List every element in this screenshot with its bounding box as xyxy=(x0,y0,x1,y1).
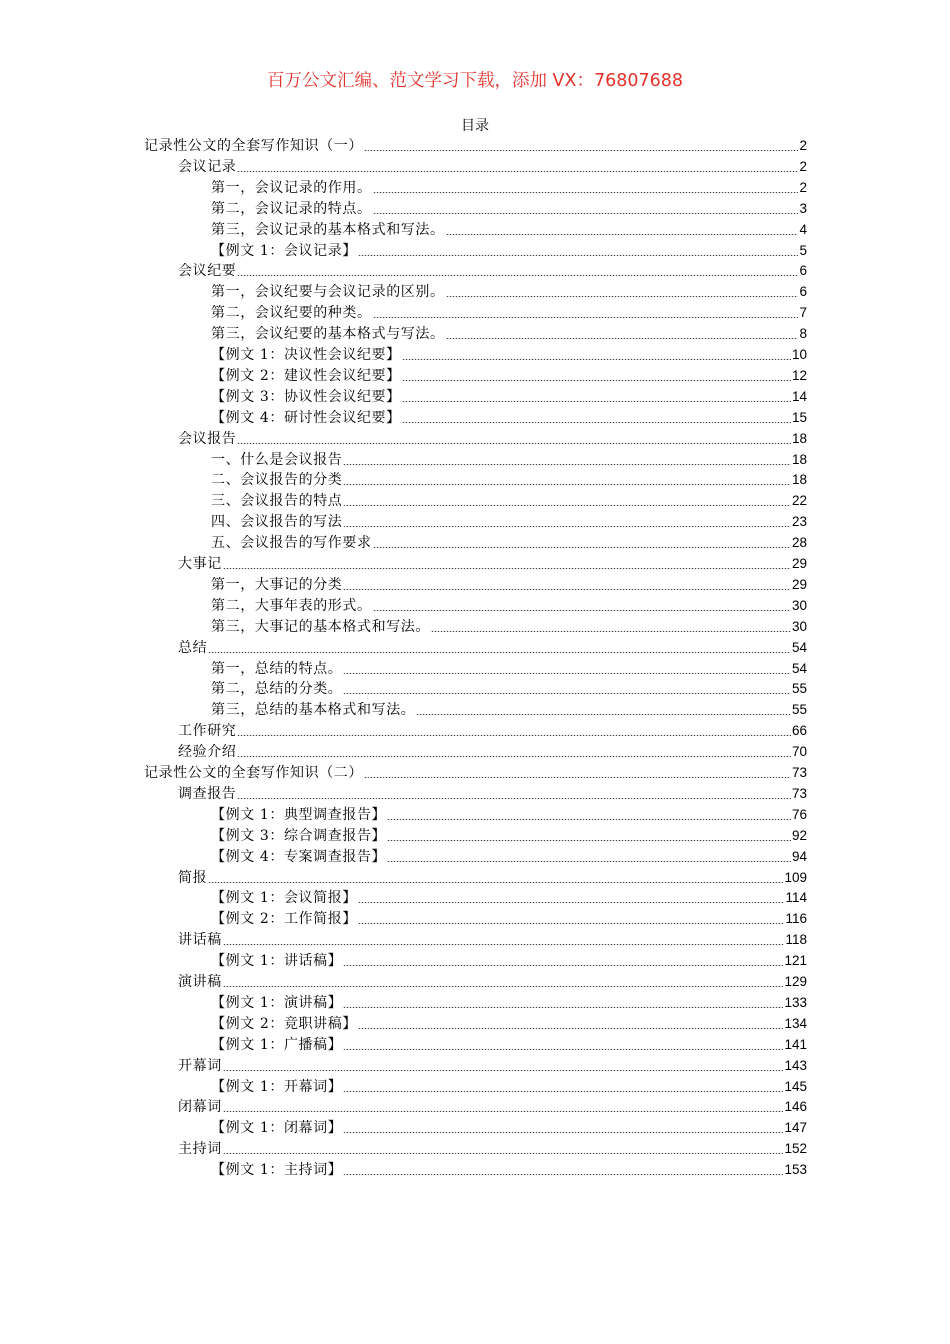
dot-leader xyxy=(343,464,791,465)
dot-leader xyxy=(373,610,791,611)
toc-entry-label: 简报 xyxy=(178,869,208,886)
toc-entry-label: 第二，大事年表的形式。 xyxy=(211,597,372,614)
toc-entry-label: 第二，会议纪要的种类。 xyxy=(211,305,372,322)
toc-entry[interactable] xyxy=(178,428,807,449)
toc-entry-page-number: 73 xyxy=(791,765,807,780)
toc-entry[interactable] xyxy=(178,260,807,281)
toc-entry-label: 开幕词 xyxy=(178,1057,222,1074)
toc-entry-page-number: 18 xyxy=(791,451,807,467)
toc-entry[interactable] xyxy=(211,449,807,470)
toc-entry-label: 经验介绍 xyxy=(178,744,237,761)
toc-entry[interactable] xyxy=(211,1034,807,1055)
toc-entry-page-number: 5 xyxy=(799,242,807,258)
toc-entry-label: 【例文 3：协议性会议纪要】 xyxy=(211,388,401,405)
toc-entry-page-number: 30 xyxy=(791,597,807,613)
toc-entry-page-number: 6 xyxy=(799,263,807,279)
toc-entry-label: 【例文 3：综合调查报告】 xyxy=(211,827,387,844)
toc-entry[interactable] xyxy=(211,1117,807,1138)
promo-banner: 百万公文汇编、范文学习下载，添加 VX：76807688 xyxy=(266,71,684,91)
dot-leader xyxy=(402,422,791,423)
toc-entry[interactable] xyxy=(211,177,807,198)
toc-entry-label: 【例文 1：会议记录】 xyxy=(211,242,357,259)
toc-entry-page-number: 145 xyxy=(784,1078,807,1094)
dot-leader xyxy=(358,923,785,924)
toc-entry-label: 五、会议报告的写作要求 xyxy=(211,535,372,552)
toc-entry[interactable] xyxy=(211,281,807,302)
toc-entry-label: 【例文 2：建议性会议纪要】 xyxy=(211,367,401,384)
toc-entry-page-number: 147 xyxy=(784,1120,807,1136)
dot-leader xyxy=(431,631,791,632)
toc-entry-label: 【例文 1：开幕词】 xyxy=(211,1078,343,1095)
dot-leader xyxy=(364,150,798,151)
toc-entry-label: 第二，总结的分类。 xyxy=(211,681,343,698)
toc-entry-label: 第三，会议纪要的基本格式与写法。 xyxy=(211,326,445,343)
dot-leader xyxy=(343,505,791,506)
toc-entry[interactable] xyxy=(211,469,807,490)
toc-title: 目录 xyxy=(461,118,489,134)
toc-entry-page-number: 29 xyxy=(791,576,807,592)
toc-entry-label: 会议记录 xyxy=(178,158,237,175)
toc-entry-page-number: 28 xyxy=(791,535,807,551)
toc-entry-label: 【例文 1：演讲稿】 xyxy=(211,994,343,1011)
toc-entry-page-number: 153 xyxy=(784,1162,807,1178)
toc-entry[interactable] xyxy=(211,908,807,929)
toc-entry-label: 闭幕词 xyxy=(178,1099,222,1116)
toc-entry-page-number: 4 xyxy=(799,221,807,237)
toc-entry[interactable] xyxy=(178,741,807,762)
dot-leader xyxy=(343,1132,783,1133)
dot-leader xyxy=(343,673,791,674)
toc-entry-label: 演讲稿 xyxy=(178,974,222,990)
toc-entry-label: 【例文 1：闭幕词】 xyxy=(211,1120,343,1137)
dot-leader xyxy=(402,359,791,360)
dot-leader xyxy=(446,234,799,235)
dot-leader xyxy=(237,275,798,276)
toc-entry[interactable] xyxy=(211,365,807,386)
dot-leader xyxy=(373,192,799,193)
toc-entry-page-number: 8 xyxy=(799,326,807,342)
dot-leader xyxy=(387,819,791,820)
dot-leader xyxy=(237,735,791,736)
toc-entry-label: 【例文 1：决议性会议纪要】 xyxy=(211,347,401,363)
toc-entry-label: 一、什么是会议报告 xyxy=(211,451,343,468)
toc-entry-label: 第一，会议纪要与会议记录的区别。 xyxy=(211,284,445,301)
dot-leader xyxy=(343,526,791,527)
toc-entry-page-number: 114 xyxy=(785,890,807,906)
toc-entry-page-number: 7 xyxy=(799,305,807,321)
toc-entry[interactable] xyxy=(178,156,807,177)
toc-entry-label: 讲话稿 xyxy=(178,932,222,949)
toc-entry-page-number: 143 xyxy=(784,1057,807,1073)
dot-leader xyxy=(446,338,799,339)
toc-entry-page-number: 134 xyxy=(784,1015,807,1031)
toc-entry[interactable] xyxy=(211,219,807,240)
toc-entry[interactable] xyxy=(211,490,807,511)
dot-leader xyxy=(343,965,783,966)
toc-entry-page-number: 133 xyxy=(784,994,807,1010)
dot-leader xyxy=(343,1049,783,1050)
toc-entry[interactable] xyxy=(211,1159,807,1180)
toc-entry-label: 【例文 2：工作简报】 xyxy=(211,911,357,928)
toc-entry[interactable] xyxy=(211,595,807,616)
dot-leader xyxy=(358,1028,784,1029)
toc-entry-label: 【例文 1：主持词】 xyxy=(211,1162,343,1179)
toc-entry[interactable] xyxy=(178,783,807,804)
toc-entry[interactable] xyxy=(178,637,807,658)
toc-entry-label: 第二，会议记录的特点。 xyxy=(211,200,372,217)
dot-leader xyxy=(373,317,799,318)
dot-leader xyxy=(343,1174,783,1175)
toc-entry[interactable] xyxy=(211,302,807,323)
dot-leader xyxy=(223,1111,784,1112)
toc-entry[interactable] xyxy=(211,1076,807,1097)
toc-entry-label: 记录性公文的全套写作知识（一） xyxy=(144,138,363,154)
toc-entry-page-number: 3 xyxy=(799,200,807,216)
toc-entry-page-number: 54 xyxy=(791,660,807,676)
toc-entry-page-number: 22 xyxy=(791,493,807,509)
toc-entry-page-number: 73 xyxy=(791,785,807,801)
toc-entry-page-number: 6 xyxy=(799,284,807,300)
toc-entry-label: 【例文 1：广播稿】 xyxy=(211,1036,343,1053)
toc-entry[interactable] xyxy=(211,240,807,261)
toc-entry-page-number: 29 xyxy=(791,556,807,571)
toc-entry-page-number: 141 xyxy=(784,1036,807,1052)
toc-entry-label: 大事记 xyxy=(178,556,222,572)
toc-entry[interactable] xyxy=(178,1096,807,1117)
toc-entry[interactable] xyxy=(211,574,807,595)
dot-leader xyxy=(373,547,791,548)
toc-entry-page-number: 118 xyxy=(785,932,807,948)
toc-entry-label: 【例文 1：讲话稿】 xyxy=(211,953,343,970)
toc-entry[interactable] xyxy=(211,323,807,344)
toc-entry-page-number: 70 xyxy=(791,744,807,760)
toc-entry-page-number: 55 xyxy=(791,681,807,697)
toc-entry-label: 主持词 xyxy=(178,1141,222,1158)
toc-entry[interactable] xyxy=(211,950,807,971)
dot-leader xyxy=(387,840,791,841)
toc-entry-page-number: 109 xyxy=(784,869,807,885)
toc-entry[interactable] xyxy=(211,992,807,1013)
toc-entry-page-number: 146 xyxy=(784,1099,807,1115)
toc-entry-label: 第三，大事记的基本格式和写法。 xyxy=(211,618,430,635)
toc-entry[interactable] xyxy=(178,867,807,888)
toc-entry[interactable] xyxy=(211,699,807,720)
dot-leader xyxy=(208,652,791,653)
toc-entry-page-number: 54 xyxy=(791,639,807,655)
dot-leader xyxy=(387,861,791,862)
toc-entry-page-number: 23 xyxy=(791,514,807,530)
dot-leader xyxy=(373,213,799,214)
toc-entry[interactable] xyxy=(211,658,807,679)
toc-entry-label: 调查报告 xyxy=(178,785,237,802)
toc-entry-page-number: 2 xyxy=(799,179,807,195)
dot-leader xyxy=(402,380,791,381)
dot-leader xyxy=(343,589,791,590)
toc-entry[interactable] xyxy=(211,532,807,553)
toc-entry[interactable] xyxy=(211,198,807,219)
dot-leader xyxy=(208,882,783,883)
toc-entry[interactable] xyxy=(211,804,807,825)
toc-entry-page-number: 76 xyxy=(791,806,807,822)
dot-leader xyxy=(416,714,791,715)
toc-entry[interactable] xyxy=(211,511,807,532)
toc-entry-page-number: 116 xyxy=(785,911,807,927)
toc-entry-label: 第一，大事记的分类 xyxy=(211,576,343,593)
toc-entry-label: 记录性公文的全套写作知识（二） xyxy=(144,765,363,781)
dot-leader xyxy=(343,1007,783,1008)
toc-entry-page-number: 121 xyxy=(784,953,807,969)
dot-leader xyxy=(237,756,791,757)
toc-entry[interactable] xyxy=(211,344,807,365)
toc-entry[interactable] xyxy=(178,1138,807,1159)
toc-entry-label: 第三，会议记录的基本格式和写法。 xyxy=(211,221,445,238)
dot-leader xyxy=(402,401,791,402)
toc-entry-label: 会议纪要 xyxy=(178,263,237,280)
toc-entry[interactable] xyxy=(211,1013,807,1034)
dot-leader xyxy=(237,443,791,444)
toc-entry-label: 第一，总结的特点。 xyxy=(211,660,343,677)
toc-entry[interactable] xyxy=(178,929,807,950)
toc-entry-label: 会议报告 xyxy=(178,430,237,447)
toc-entry-label: 【例文 1：会议简报】 xyxy=(211,890,357,907)
dot-leader xyxy=(358,255,799,256)
dot-leader xyxy=(343,1091,783,1092)
toc-entry-label: 二、会议报告的分类 xyxy=(211,472,343,489)
toc-entry-page-number: 12 xyxy=(791,367,807,383)
toc-entry-page-number: 2 xyxy=(799,138,807,153)
toc-entry[interactable] xyxy=(211,887,807,908)
toc-entry[interactable] xyxy=(178,720,807,741)
toc-entry-page-number: 10 xyxy=(791,347,807,362)
toc-entry-label: 【例文 2：竞职讲稿】 xyxy=(211,1015,357,1032)
toc-entry-label: 【例文 4：专案调查报告】 xyxy=(211,848,387,865)
dot-leader xyxy=(343,693,791,694)
toc-entry-page-number: 18 xyxy=(791,472,807,488)
toc-entry[interactable] xyxy=(211,678,807,699)
dot-leader xyxy=(223,1070,784,1071)
toc-entry-label: 三、会议报告的特点 xyxy=(211,493,343,510)
toc-entry[interactable] xyxy=(211,386,807,407)
dot-leader xyxy=(223,568,791,569)
toc-entry[interactable] xyxy=(211,616,807,637)
dot-leader xyxy=(237,171,798,172)
toc-entry-page-number: 92 xyxy=(791,827,807,843)
toc-entry[interactable] xyxy=(144,135,807,156)
toc-entry[interactable] xyxy=(211,825,807,846)
toc-entry[interactable] xyxy=(144,762,807,783)
toc-entry-label: 总结 xyxy=(178,639,208,656)
toc-entry-label: 【例文 1：典型调查报告】 xyxy=(211,806,387,823)
toc-entry-page-number: 152 xyxy=(784,1141,807,1157)
toc-entry-label: 工作研究 xyxy=(178,723,237,740)
dot-leader xyxy=(446,296,799,297)
dot-leader xyxy=(237,798,791,799)
dot-leader xyxy=(343,484,791,485)
toc-entry-label: 【例文 4：研讨性会议纪要】 xyxy=(211,409,401,426)
dot-leader xyxy=(223,944,785,945)
dot-leader xyxy=(364,777,791,778)
dot-leader xyxy=(223,1153,784,1154)
toc-entry-page-number: 14 xyxy=(791,388,807,404)
toc-entry-page-number: 94 xyxy=(791,848,807,864)
toc-entry-page-number: 15 xyxy=(791,409,807,425)
dot-leader xyxy=(223,986,784,987)
toc-entry-label: 第三，总结的基本格式和写法。 xyxy=(211,702,416,719)
toc-entry-page-number: 129 xyxy=(784,974,807,989)
toc-entry[interactable] xyxy=(178,971,807,992)
toc-entry-page-number: 66 xyxy=(791,723,807,739)
toc-entry[interactable] xyxy=(211,407,807,428)
toc-entry[interactable] xyxy=(211,846,807,867)
toc-entry[interactable] xyxy=(178,1055,807,1076)
toc-entry[interactable] xyxy=(178,553,807,574)
toc-entry-page-number: 18 xyxy=(791,430,807,446)
toc-entry-label: 第一，会议记录的作用。 xyxy=(211,179,372,196)
dot-leader xyxy=(358,902,785,903)
toc-entry-page-number: 30 xyxy=(791,618,807,634)
toc-entry-page-number: 2 xyxy=(799,158,807,174)
toc-entry-page-number: 55 xyxy=(791,702,807,718)
toc-entry-label: 四、会议报告的写法 xyxy=(211,514,343,531)
